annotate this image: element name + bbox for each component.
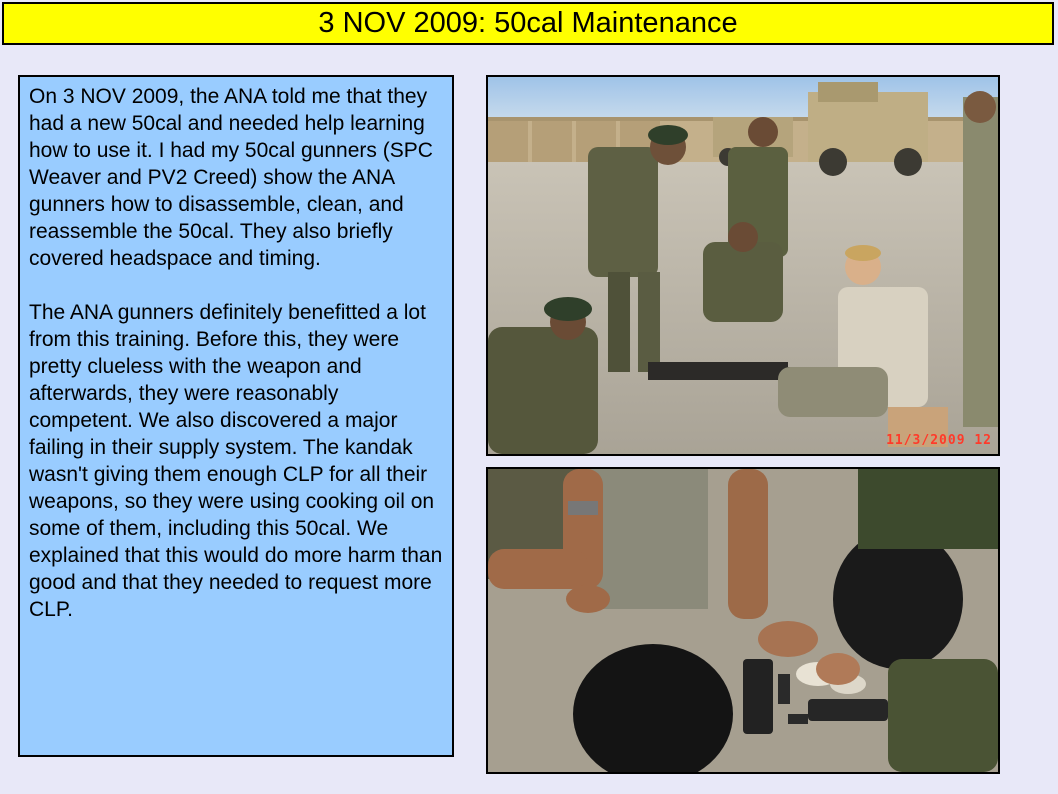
photo-timestamp: 11/3/2009 12: [886, 433, 992, 448]
text-panel: [18, 75, 454, 757]
paragraph-2: The ANA gunners definitely benefitted a lot from this training. Before this, they were pretty clueless with the weapon and afterwards, they were reasonably competent. We also discovered a major failing in their supply system. The kandak wasn't giving them enough CLP for all their weapons, so they were using cooking oil on some of them, including this 50cal. We explained that this would do more harm than good and that they needed to request more CLP.: [29, 301, 443, 621]
slide-title: 3 NOV 2009: 50cal Maintenance: [318, 7, 738, 39]
photo-top: [486, 75, 1000, 456]
title-bar: [2, 2, 1054, 45]
paragraph-1: On 3 NOV 2009, the ANA told me that they had a new 50cal and needed help learning how to use it. I had my 50cal gunners (SPC Weaver and PV2 Creed) show the ANA gunners how to disassemble, clean, and reassemble the 50cal. They also briefly covered headspace and timing.: [29, 85, 433, 270]
photo-bottom: [486, 467, 1000, 774]
photo-top-image: [488, 77, 998, 454]
photo-bottom-image: [488, 469, 998, 772]
